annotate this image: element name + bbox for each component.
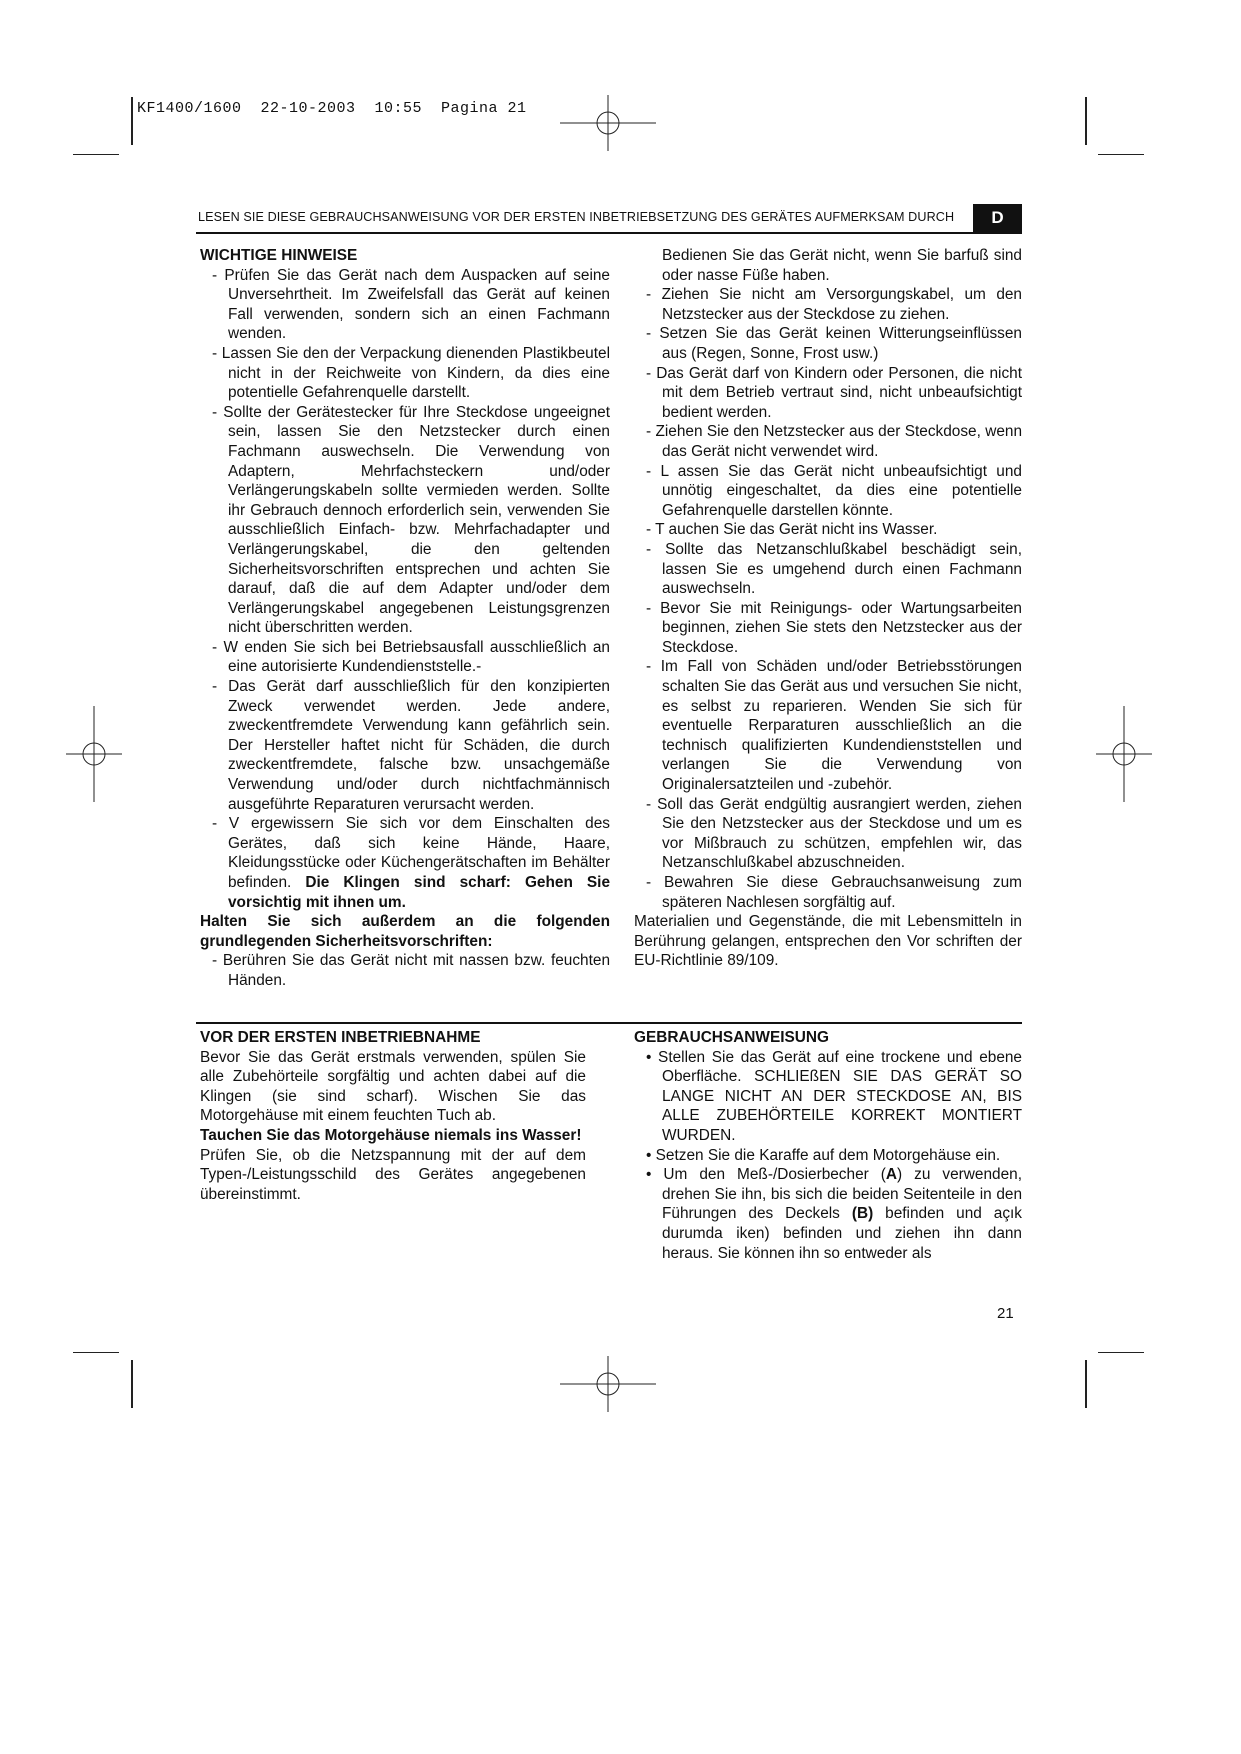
header-rule bbox=[196, 232, 1022, 234]
list-item: - Setzen Sie das Gerät keinen Witterungseinflüssen aus (Regen, Sonne, Frost usw.) bbox=[646, 325, 1022, 362]
bullet-item: • Stellen Sie das Gerät auf eine trockene und ebene Oberfläche. SCHLIEßEN SIE DAS GERÄT SO LANGE NICHT AN DER STECKDOSE AN, BIS ALLE ZUBEHÖRTEILE KORREKT MONTIERT WURDEN. bbox=[646, 1048, 1022, 1144]
registration-mark-icon bbox=[560, 1356, 656, 1412]
registration-mark-icon bbox=[66, 706, 122, 802]
left-column bbox=[200, 246, 610, 991]
paragraph: Bevor Sie das Gerät erstmals verwenden, spülen Sie alle Zubehörteile sorgfältig und achten dabei auf die Klingen (sie sind scharf). Wischen Sie das Motorgehäuse mit einem feuchten Tuch ab. bbox=[200, 1048, 586, 1125]
section-heading: WICHTIGE HINWEISE bbox=[200, 247, 358, 264]
list-item: - W enden Sie sich bei Betriebsausfall ausschließlich an eine autorisierte Kundendienststelle.- bbox=[212, 638, 610, 676]
list-item: - Berühren Sie das Gerät nicht mit nassen bzw. feuchten Händen. bbox=[212, 952, 610, 989]
list-item: - Ziehen Sie nicht am Versorgungskabel, um den Netzstecker aus der Steckdose zu ziehen. bbox=[646, 286, 1022, 323]
list-item: - Bewahren Sie diese Gebrauchsanweisung zum späteren Nachlesen sorgfältig auf. bbox=[646, 874, 1022, 911]
first-use-section bbox=[200, 1028, 586, 1204]
list-item: - T auchen Sie das Gerät nicht ins Wasser. bbox=[646, 521, 938, 539]
bullet-item bbox=[634, 1165, 1022, 1263]
list-item: - Soll das Gerät endgültig ausrangiert werden, ziehen Sie den Netzstecker aus der Steckdose und um es vor Mißbrauch zu schützen, empfehlen wir, das Netzanschlußkabel abzuschneiden. bbox=[646, 795, 1022, 872]
header-title: LESEN SIE DIESE GEBRAUCHSANWEISUNG VOR DER ERSTEN INBETRIEBSETZUNG DES GERÄTES AUFMERKSAM DURCH bbox=[198, 210, 955, 224]
language-badge: D bbox=[973, 204, 1022, 232]
bullet-text: ) zu verwenden, drehen Sie ihn, bis sich die beiden Seitenteile in den Führungen des Deckels bbox=[662, 1166, 1022, 1223]
section-rule bbox=[196, 1022, 1022, 1024]
list-item: - Im Fall von Schäden und/oder Betriebsstörungen schalten Sie das Gerät aus und versuchen Sie nicht, es selbst zu reparieren. Wenden Sie sich für eventuelle Rerparaturen ausschließlich an die technisch qualifizierten Kundendienststellen und verlangen Sie die Verwendung von Originalersatzteilen und -zubehör. bbox=[646, 658, 1022, 794]
list-item: - Ziehen Sie den Netzstecker aus der Steckdose, wenn das Gerät nicht verwendet wird. bbox=[646, 423, 1022, 460]
warning-text: Die Klingen sind scharf: Gehen Sie vorsichtig mit ihnen um. bbox=[228, 874, 610, 911]
crop-mark bbox=[131, 97, 133, 145]
right-column bbox=[634, 246, 1022, 971]
part-label: (B) bbox=[851, 1205, 874, 1223]
paragraph: Prüfen Sie, ob die Netzspannung mit der auf dem Typen-/Leistungsschild des Gerätes angegebenen übereinstimmt. bbox=[200, 1146, 586, 1203]
crop-mark bbox=[1098, 154, 1144, 155]
warning-text: Tauchen Sie das Motorgehäuse niemals ins Wasser! bbox=[200, 1126, 582, 1144]
safety-rules-intro: Halten Sie sich außerdem an die folgenden grundlegenden Sicherheitsvorschriften: bbox=[200, 913, 610, 950]
part-label: A bbox=[885, 1166, 898, 1184]
list-item: - Das Gerät darf von Kindern oder Personen, die nicht mit dem Betrieb vertraut sind, nicht unbeaufsichtigt bedient werden. bbox=[646, 364, 1022, 421]
crop-mark bbox=[131, 1360, 133, 1408]
usage-section bbox=[634, 1028, 1022, 1263]
section-heading: VOR DER ERSTEN INBETRIEBNAHME bbox=[200, 1029, 481, 1046]
list-item-continuation: Bedienen Sie das Gerät nicht, wenn Sie barfuß sind oder nasse Füße haben. bbox=[662, 247, 1022, 284]
bullet-item: • Setzen Sie die Karaffe auf dem Motorgehäuse ein. bbox=[646, 1146, 1001, 1164]
page-number: 21 bbox=[997, 1305, 1014, 1322]
list-item bbox=[200, 814, 610, 912]
page-header bbox=[196, 204, 1022, 232]
registration-mark-icon bbox=[560, 95, 656, 151]
print-slug: KF1400/1600 22-10-2003 10:55 Pagina 21 bbox=[137, 100, 527, 117]
list-item: - Bevor Sie mit Reinigungs- oder Wartungsarbeiten beginnen, ziehen Sie stets den Netzstecker aus der Steckdose. bbox=[646, 599, 1022, 656]
crop-mark bbox=[1098, 1352, 1144, 1353]
list-item: - L assen Sie das Gerät nicht unbeaufsichtigt und unnötig eingeschaltet, da dies eine potentielle Gefahrenquelle darstellen könnte. bbox=[646, 462, 1022, 519]
list-item: - Sollte das Netzanschlußkabel beschädigt sein, lassen Sie es umgehend durch einen Fachmann auswechseln. bbox=[646, 540, 1022, 598]
list-item: - Lassen Sie den der Verpackung dienenden Plastikbeutel nicht in der Reichweite von Kindern, da dies eine potentielle Gefahrenquelle darstellt. bbox=[212, 344, 610, 402]
bullet-text: • Um den Meß-/Dosierbecher ( bbox=[646, 1166, 886, 1184]
list-item: - Prüfen Sie das Gerät nach dem Auspacken auf seine Unversehrtheit. Im Zweifelsfall das Gerät auf keinen Fall verwenden, sondern sich an einen Fachmann wenden. bbox=[212, 266, 610, 343]
list-item: - Das Gerät darf ausschließlich für den konzipierten Zweck verwendet werden. Jede andere, zweckentfremdete Verwendung kann gefährlich sein. Der Hersteller haftet nicht für Schäden, die durch zweckentfremdete, falsche bzw. unsachgemäße Verwendung und/oder durch nichtfachmännisch ausgeführte Reparaturen verursacht werden. bbox=[212, 678, 610, 813]
crop-mark bbox=[73, 154, 119, 155]
crop-mark bbox=[73, 1352, 119, 1353]
crop-mark bbox=[1085, 1360, 1087, 1408]
list-item: - Sollte der Gerätestecker für Ihre Steckdose ungeeignet sein, lassen Sie den Netzstecker durch einen Fachmann auswechseln. Die Verwendung von Adaptern, Mehrfachsteckern und/oder Verlängerungskabeln sollte vermieden werden. Sollte ihr Gebrauch dennoch erforderlich sein, verwenden Sie ausschließlich Einfach- bzw. Mehrfachadapter und Verlängerungskabel, die den geltenden Sicherheitsvorschriften entsprechen und achten Sie darauf, daß die auf dem Adapter und/oder dem Verlängerungskabel angegebenen Leistungsgrenzen nicht überschritten werden. bbox=[212, 403, 610, 637]
crop-mark bbox=[1085, 97, 1087, 145]
registration-mark-icon bbox=[1096, 706, 1152, 802]
bullet-text: befinden und açık durumda iken) befinden und ziehen ihn dann heraus. Sie können ihn so entweder als bbox=[662, 1205, 1022, 1262]
section-heading: GEBRAUCHSANWEISUNG bbox=[634, 1029, 829, 1046]
compliance-note: Materialien und Gegenstände, die mit Lebensmitteln in Berührung gelangen, entsprechen den Vor schriften der EU-Richtlinie 89/109. bbox=[634, 913, 1022, 970]
list-item-text: - V ergewissern Sie sich vor dem Einschalten des Gerätes, daß sich keine Hände, Haare, Kleidungsstücke oder Küchengerätschaften im Behälter befinden. bbox=[212, 815, 610, 891]
